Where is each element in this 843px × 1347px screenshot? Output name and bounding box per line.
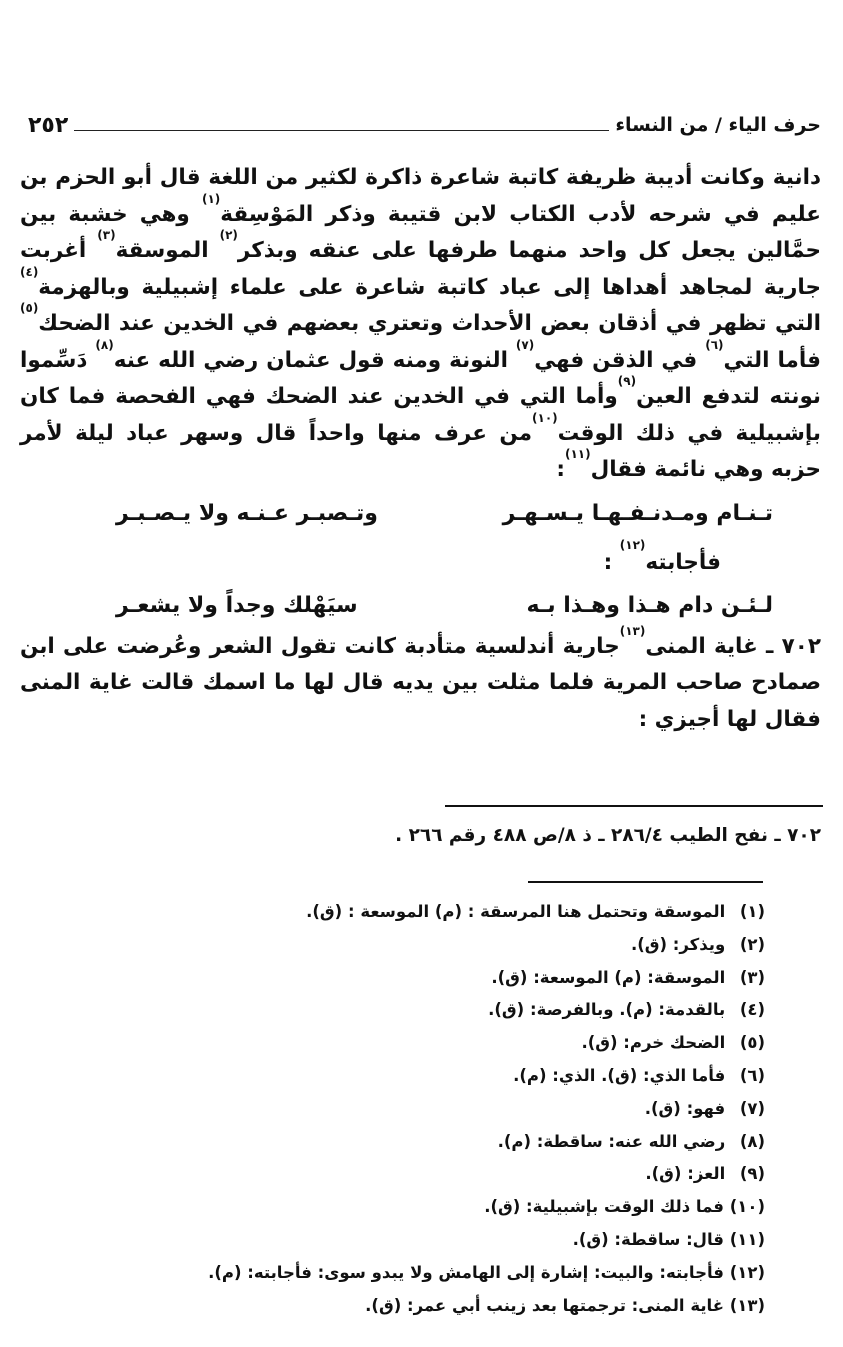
footnote-text: بالقدمة: (م). وبالفرصة: (ق). bbox=[488, 1000, 726, 1020]
reply-intro bbox=[20, 537, 821, 583]
footnote-number: (٩) bbox=[739, 1164, 765, 1184]
footnote-ref-10: (١٠) bbox=[532, 410, 558, 425]
text-run: وأما التي في الخدين عند الضحك فهي الفحصة فما كان بإشبيلية في ذلك الوقت bbox=[20, 384, 821, 446]
footnote-item bbox=[20, 962, 765, 995]
footnote-item bbox=[20, 994, 765, 1027]
text-run: في الذقن فهي bbox=[534, 347, 706, 373]
running-title: حرف الياء / من النساء bbox=[615, 114, 821, 136]
footnote-ref-7: (٧) bbox=[515, 337, 535, 352]
footnote-ref-6: (٦) bbox=[705, 337, 724, 352]
paragraph-1 bbox=[20, 160, 821, 489]
footnote-item bbox=[20, 1224, 765, 1257]
running-header bbox=[20, 112, 821, 138]
text-run: التي تظهر في أذقان بعض الأحداث وتعتري بعضهم في الخدين عند الضحك bbox=[38, 311, 821, 336]
header-rule bbox=[74, 130, 609, 131]
footnote-number: (٨) bbox=[739, 1131, 765, 1151]
footnote-item bbox=[20, 1191, 765, 1224]
verse-2 bbox=[20, 585, 821, 629]
footnote-item bbox=[20, 1060, 765, 1093]
text-run: الموسقة bbox=[115, 238, 220, 263]
footnote-item bbox=[20, 1027, 765, 1060]
footnote-number: (٢) bbox=[739, 934, 765, 954]
footnote-ref-8: (٨) bbox=[95, 337, 114, 352]
footnote-text: فأجابته: والبيت: إشارة إلى الهامش ولا يبدو سوى: فأجابته: (م). bbox=[208, 1262, 724, 1282]
text-run: النونة ومنه قول عثمان رضي الله عنه bbox=[113, 347, 516, 373]
footnote-text: فهو: (ق). bbox=[644, 1098, 726, 1118]
footnote-ref-1: (١) bbox=[201, 191, 221, 206]
footnote-number: (١٢) bbox=[729, 1262, 765, 1282]
source-note: ٧٠٢ ـ نفح الطيب ٢٨٦/٤ ـ ذ ٨/ص ٤٨٨ رقم ٢٦٦ . bbox=[395, 825, 821, 846]
footnote-text: قال: ساقطة: (ق). bbox=[572, 1229, 724, 1249]
footnote-item bbox=[20, 929, 765, 962]
footnote-item bbox=[20, 1158, 765, 1191]
footnote-item bbox=[20, 1290, 765, 1323]
footnote-ref-2: (٢) bbox=[219, 228, 238, 242]
footnote-text: فأما الذي: (ق). الذي: (م). bbox=[513, 1065, 726, 1085]
page-number: ٢٥٢ bbox=[28, 112, 69, 138]
text-run: دانية وكانت أديبة ظريفة كاتبة شاعرة ذاكرة لكثير من اللغة قال أبو الحزم بن عليم في شرحه لأدب الكتاب لابن قتيبة وذكر المَوْسِقة bbox=[20, 165, 821, 227]
footnote-ref-13: (١٣) bbox=[619, 623, 646, 638]
verse-2-second-hemistich: سيَهْلك وجداً ولا يشعـر bbox=[116, 593, 358, 619]
footnote-item bbox=[20, 896, 765, 929]
verse-1-second-hemistich: وتـصبـر عـنـه ولا يـصـبـر bbox=[116, 501, 378, 527]
footnote-number: (٤) bbox=[739, 1000, 765, 1020]
footnote-text: رضي الله عنه: ساقطة: (م). bbox=[497, 1131, 726, 1151]
reply-text: فأجابته bbox=[645, 549, 721, 575]
footnote-ref-12: (١٢) bbox=[619, 537, 646, 552]
footnote-number: (٥) bbox=[739, 1033, 765, 1053]
entry-heading: ٧٠٢ ـ غاية المنى bbox=[645, 633, 821, 659]
verse-2-first-hemistich: لـئـن دام هـذا وهـذا بـه bbox=[526, 593, 773, 619]
entry-702 bbox=[20, 623, 821, 739]
footnote-ref-5: (٥) bbox=[20, 301, 39, 315]
footnote-number: (١٣) bbox=[729, 1295, 765, 1315]
footnote-text: فما ذلك الوقت بإشبيلية: (ق). bbox=[484, 1197, 724, 1217]
footnote-ref-11: (١١) bbox=[564, 447, 591, 461]
footnote-ref-9: (٩) bbox=[617, 374, 637, 388]
footnote-list bbox=[20, 896, 765, 1322]
footnote-number: (١٠) bbox=[729, 1197, 765, 1217]
footnote-item bbox=[20, 1126, 765, 1159]
footnote-text: الموسقة وتحتمل هنا المرسقة : (م) الموسعة : (ق). bbox=[306, 902, 726, 921]
main-text bbox=[20, 160, 821, 738]
footnote-item bbox=[20, 1257, 765, 1290]
footnote-number: (٦) bbox=[739, 1065, 765, 1085]
reply-colon: : bbox=[603, 549, 620, 575]
text-run: وهي خشبة بين حمَّالين يجعل كل واحد منهما طرفها على عنقه وبذكر bbox=[20, 201, 821, 263]
verse-1 bbox=[20, 493, 821, 537]
footnote-number: (١) bbox=[739, 902, 765, 921]
footnote-text: الموسقة: (م) الموسعة: (ق). bbox=[491, 967, 726, 987]
footnote-text: غاية المنى: ترجمتها بعد زينب أبي عمر: (ق). bbox=[365, 1295, 724, 1315]
footnote-number: (٧) bbox=[739, 1098, 765, 1118]
verse-1-first-hemistich: تـنـام ومـدنـفـهـا يـسـهـر bbox=[502, 501, 773, 527]
footnote-text: الضحك خرم: (ق). bbox=[581, 1033, 726, 1053]
text-run: دَسِّموا نونته لتدفع العين bbox=[20, 347, 821, 409]
footnote-ref-3: (٣) bbox=[97, 228, 116, 242]
text-run: أغربت جارية لمجاهد أهداها إلى عباد كاتبة شاعرة على علماء إشبيلية وبالهزمة bbox=[20, 238, 821, 300]
footnote-separator bbox=[528, 881, 763, 883]
text-run: من عرف منها واحداً قال وسهر عباد ليلة لأمر حزبه وهي نائمة فقال bbox=[20, 420, 821, 482]
source-separator bbox=[445, 805, 823, 807]
footnote-ref-4: (٤) bbox=[20, 264, 39, 279]
footnote-number: (١١) bbox=[729, 1229, 765, 1249]
footnote-text: العز: (ق). bbox=[645, 1164, 726, 1184]
entry-text: جارية أندلسية متأدبة كانت تقول الشعر وعُرضت على ابن صمادح صاحب المرية فلما مثلت بين يديه قال لها ما اسمك قالت غاية المنى فقال لها أجيزي : bbox=[20, 633, 821, 732]
text-run: : bbox=[556, 457, 565, 482]
footnote-item bbox=[20, 1093, 765, 1126]
footnote-text: ويذكر: (ق). bbox=[630, 934, 726, 954]
text-run: فأما التي bbox=[723, 347, 821, 373]
footnote-number: (٣) bbox=[739, 967, 765, 987]
